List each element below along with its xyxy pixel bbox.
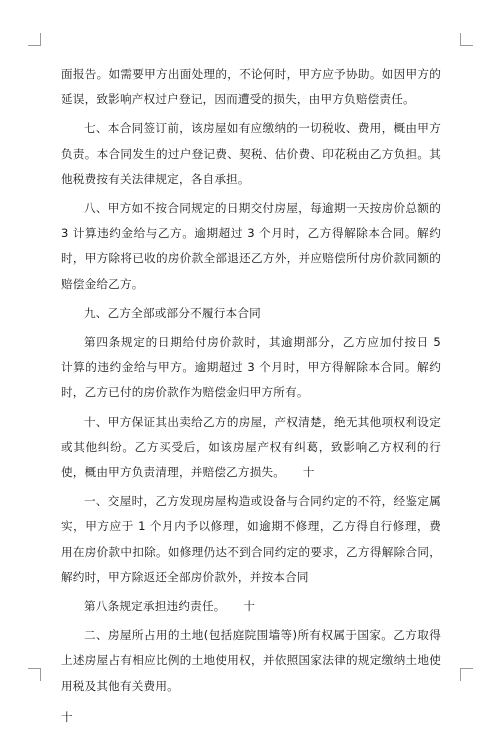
paragraph-clause-7: 七、本合同签订前，该房屋如有应缴纳的一切税收、费用，概由甲方负责。本合同发生的过户登记费、契税、估价费、印花税由乙方负担。其他税费按有关法律规定，各自承担。 [61,121,441,186]
paragraph-clause-9-body: 第四条规定的日期给付房价款时，其逾期部分，乙方应加付按日 5 计算的违约金给与甲方。逾期超过 3 个月时，甲方得解除本合同。解约时，乙方已付的房价款作为赔偿金归甲方所有。 [61,335,441,400]
paragraph-clause-8: 八、甲方如不按合同规定的日期交付房屋，每逾期一天按房价总额的 3 计算违约金给与乙方。逾期超过 3 个月时，乙方得解除本合同。解约时，甲方除将已收的房价款全部退还乙方外，并应赔偿所付房价款同额的赔偿金给乙方。 [61,201,441,291]
paragraph-clause-11: 一、交屋时，乙方发现房屋构造或设备与合同约定的不符，经鉴定属实，甲方应于 1 个月内予以修理，如逾期不修理，乙方得自行修理，费用在房价款中扣除。如修理仍达不到合同约定的要求，乙方得解除合同，解约时，甲方除返还全部房价款外，并按本合同 [61,494,441,584]
paragraph-continuation: 面报告。如需要甲方出面处理的，不论何时，甲方应予协助。如因甲方的延误，致影响产权过户登记，因而遭受的损失，由甲方负赔偿责任。 [61,67,441,107]
paragraph-clause-9-heading: 九、乙方全部或部分不履行本合同 [84,305,261,320]
crop-mark-top-right [460,33,473,46]
crop-mark-bottom-right [460,668,473,681]
paragraph-trailing-mark: 十 [61,709,73,724]
document-body [61,62,441,734]
crop-mark-bottom-left [28,668,41,681]
paragraph-clause-10: 十、甲方保证其出卖给乙方的房屋，产权清楚，绝无其他项权利设定或其他纠纷。乙方买受后，如该房屋产权有纠葛，致影响乙方权利的行使，概由甲方负责清理，并赔偿乙方损失。 十 [61,414,441,480]
paragraph-clause-11-tail: 第八条规定承担违约责任。 十 [84,599,256,614]
crop-mark-top-left [28,33,41,46]
paragraph-clause-12: 二、房屋所占用的土地(包括庭院围墙等)所有权属于国家。乙方取得上述房屋占有相应比例的土地使用权，并依照国家法律的规定缴纳土地使用税及其他有关费用。 [61,628,441,693]
